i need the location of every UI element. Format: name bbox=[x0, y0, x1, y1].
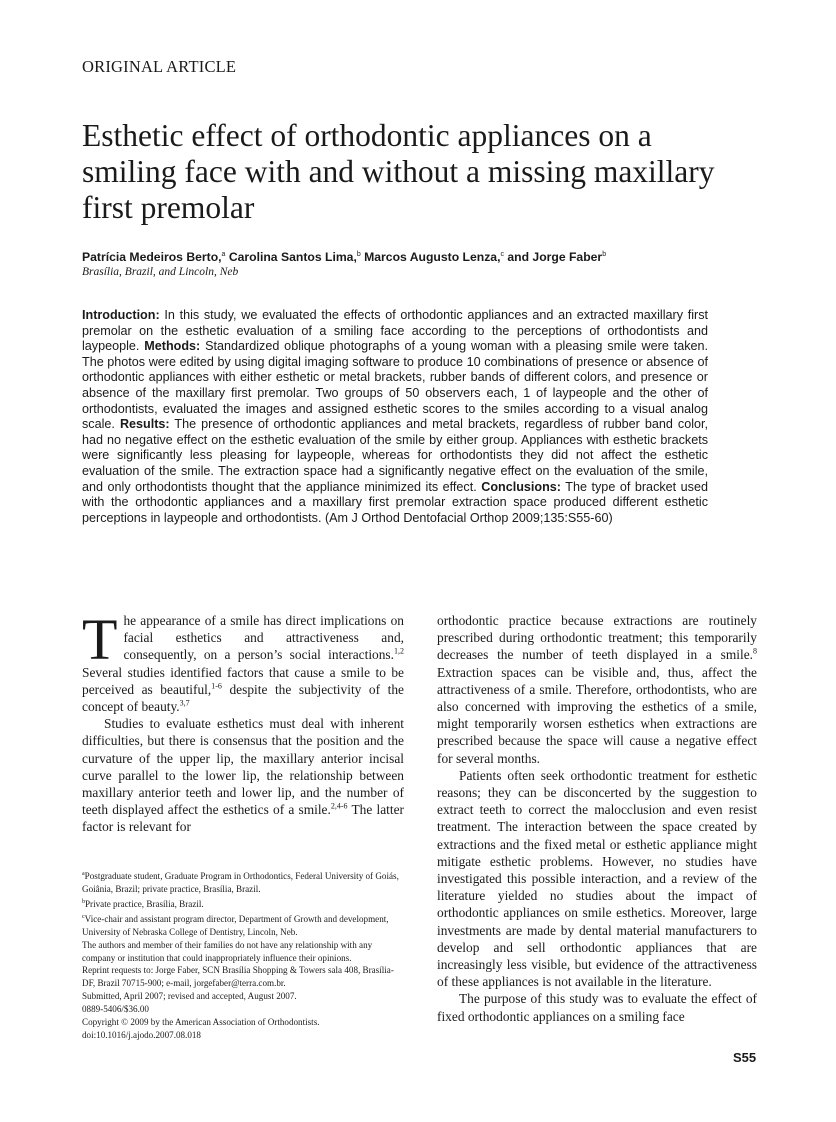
footnote-text: Postgraduate student, Graduate Program in Orthodontics, Federal University of Goiás, Goiânia, Brazil; private practice, Brasília, Brazil. bbox=[82, 871, 399, 894]
citation: 2,4-6 bbox=[330, 801, 348, 811]
author-name: and Jorge Faber bbox=[507, 250, 603, 264]
footnote-mark: c bbox=[82, 913, 85, 920]
author-list bbox=[82, 250, 606, 264]
body-text: Several studies identified factors that cause a smile to be perceived as beautiful, bbox=[82, 664, 404, 697]
body-paragraph bbox=[82, 715, 404, 835]
issn: 0889-5406/$36.00 bbox=[82, 1004, 149, 1015]
author-affiliation-mark: b bbox=[356, 250, 361, 258]
body-text: orthodontic practice because extractions are routinely prescribed during orthodontic treatment; this temporarily decreases the number of teeth displayed in a smile. bbox=[437, 613, 757, 663]
abstract-results-text: The presence of orthodontic appliances and metal brackets, regardless of rubber band color, had no negative effect on the esthetic evaluation of the smile by either group. Appliances with esthetic brackets were significantly less pleasing for laypeople, whereas for orthodontists they did not affect the esthetic evaluation of the smile. The extraction space had a significantly negative effect on the evaluation of the smile, and only orthodontists thought that the appliance minimized its effect. bbox=[82, 417, 708, 494]
body-paragraph: The purpose of this study was to evaluate the effect of fixed orthodontic appliances on a smiling face bbox=[437, 991, 757, 1024]
footnote-text: Vice-chair and assistant program director, Department of Growth and development, University of Nebraska College of Dentistry, Lincoln, Neb. bbox=[82, 913, 389, 937]
article-title: Esthetic effect of orthodontic appliances on a smiling face with and without a missing maxillary first premolar bbox=[82, 118, 715, 225]
section-label: ORIGINAL ARTICLE bbox=[82, 57, 237, 76]
footnote-mark: b bbox=[82, 898, 85, 905]
body-text: The latter factor is relevant for bbox=[82, 802, 405, 835]
abstract-intro-text: In this study, we evaluated the effects of orthodontic appliances and an extracted maxillary first premolar on the esthetic evaluation of a smiling face according to the perceptions of orthodontists and laypeople. bbox=[82, 308, 708, 354]
body-paragraph bbox=[82, 607, 404, 715]
doi: doi:10.1016/j.ajodo.2007.08.018 bbox=[82, 1029, 201, 1040]
page-number: S55 bbox=[733, 1050, 757, 1065]
submission-dates: Submitted, April 2007; revised and accepted, August 2007. bbox=[82, 991, 297, 1002]
footnote-text: Private practice, Brasília, Brazil. bbox=[85, 898, 204, 909]
footnote bbox=[82, 896, 404, 911]
abstract bbox=[82, 308, 708, 526]
citation: 1,2 bbox=[394, 646, 404, 656]
author-name: Carolina Santos Lima, bbox=[228, 250, 357, 264]
author-name: Marcos Augusto Lenza, bbox=[364, 250, 501, 264]
body-column-left bbox=[82, 607, 405, 836]
footnote bbox=[82, 911, 404, 939]
abstract-conclusions-label: Conclusions: bbox=[481, 479, 561, 494]
disclosure-note: The authors and member of their families do not have any relationship with any company or institution that could inappropriately influence their opinions. bbox=[82, 939, 373, 963]
body-text: despite the subjectivity of the concept of beauty. bbox=[82, 681, 404, 715]
author-affiliation-mark: b bbox=[602, 250, 607, 258]
abstract-methods-label: Methods: bbox=[144, 339, 201, 354]
copyright: Copyright © 2009 by the American Association of Orthodontists. bbox=[82, 1017, 320, 1028]
abstract-conclusions-text: The type of bracket used with the orthodontic appliances and a maxillary first premolar extraction space produced different esthetic perceptions in laypeople and orthodontists. (Am J Orthod Dentofacial Orthop 2009;135:S55-60) bbox=[82, 479, 708, 525]
body-paragraph bbox=[437, 612, 757, 767]
reprint-requests: Reprint requests to: Jorge Faber, SCN Brasília Shopping & Towers sala 408, Brasília-DF, Brazil 70715-900; e-mail, jorgefaber@terra.com.br. bbox=[82, 965, 394, 989]
author-affiliation-mark: a bbox=[221, 250, 226, 258]
abstract-intro-label: Introduction: bbox=[82, 308, 160, 322]
author-affiliation-mark: c bbox=[500, 250, 504, 258]
abstract-methods-text: Standardized oblique photographs of a young woman with a pleasing smile were taken. The photos were edited by using digital imaging software to produce 10 combinations of presence or absence of orthodontic appliances with either esthetic or metal brackets, rubber bands of different colors, and presence or absence of the maxillary first premolar. Two groups of 50 observers each, 1 of laypeople and the other of orthodontists, evaluated the images and assigned esthetic scores to the smiles according to a visual analog scale. bbox=[82, 339, 708, 432]
footnotes bbox=[82, 868, 404, 1042]
footnote-mark: a bbox=[82, 871, 85, 877]
author-affiliation: Brasília, Brazil, and Lincoln, Neb bbox=[82, 266, 239, 278]
body-text: Studies to evaluate esthetics must deal with inherent difficulties, but there is consensus that the position and the curvature of the upper lip, the maxillary anterior incisal curve parallel to the lower lip, the relationship between maxillary anterior teeth and lower lip, and the number of teeth displayed affect the esthetics of a smile. bbox=[82, 716, 404, 818]
author-name: Patrícia Medeiros Berto, bbox=[82, 250, 222, 264]
citation: 3,7 bbox=[179, 698, 190, 708]
citation: 1-6 bbox=[211, 681, 222, 691]
drop-cap: T bbox=[82, 607, 118, 672]
abstract-results-label: Results: bbox=[119, 417, 170, 432]
body-paragraph: Patients often seek orthodontic treatment for esthetic reasons; they can be disconcerted by the suggestion to extract teeth to correct the malocclusion and even resist treatment. The interaction between the space created by extractions and the fixed metal or esthetic appliance might mitigate esthetic problems. However, no studies have investigated this possible interaction, and a review of the literature yielded no studies about the impact of orthodontic appliances on smile esthetics. Moreover, large investments are made by dental material manufacturers to develop and sell orthodontic appliances that are increasingly less visible, but evidence of the attractiveness of these appliances is not available in the literature. bbox=[437, 767, 757, 990]
citation: 8 bbox=[753, 646, 757, 656]
body-column-right bbox=[437, 612, 757, 1025]
body-text: he appearance of a smile has direct implications on facial esthetics and attractiveness and, consequently, on a person’s social interactions. bbox=[123, 613, 404, 663]
footnote bbox=[82, 868, 404, 896]
body-text: Extraction spaces can be visible and, thus, affect the attractiveness of a smile. Therefore, orthodontists, who are also concerned with improving the esthetics of a smile, might temporarily worsen esthetics when extractions are prescribed because the space will cause a negative effect for several months. bbox=[437, 664, 757, 766]
